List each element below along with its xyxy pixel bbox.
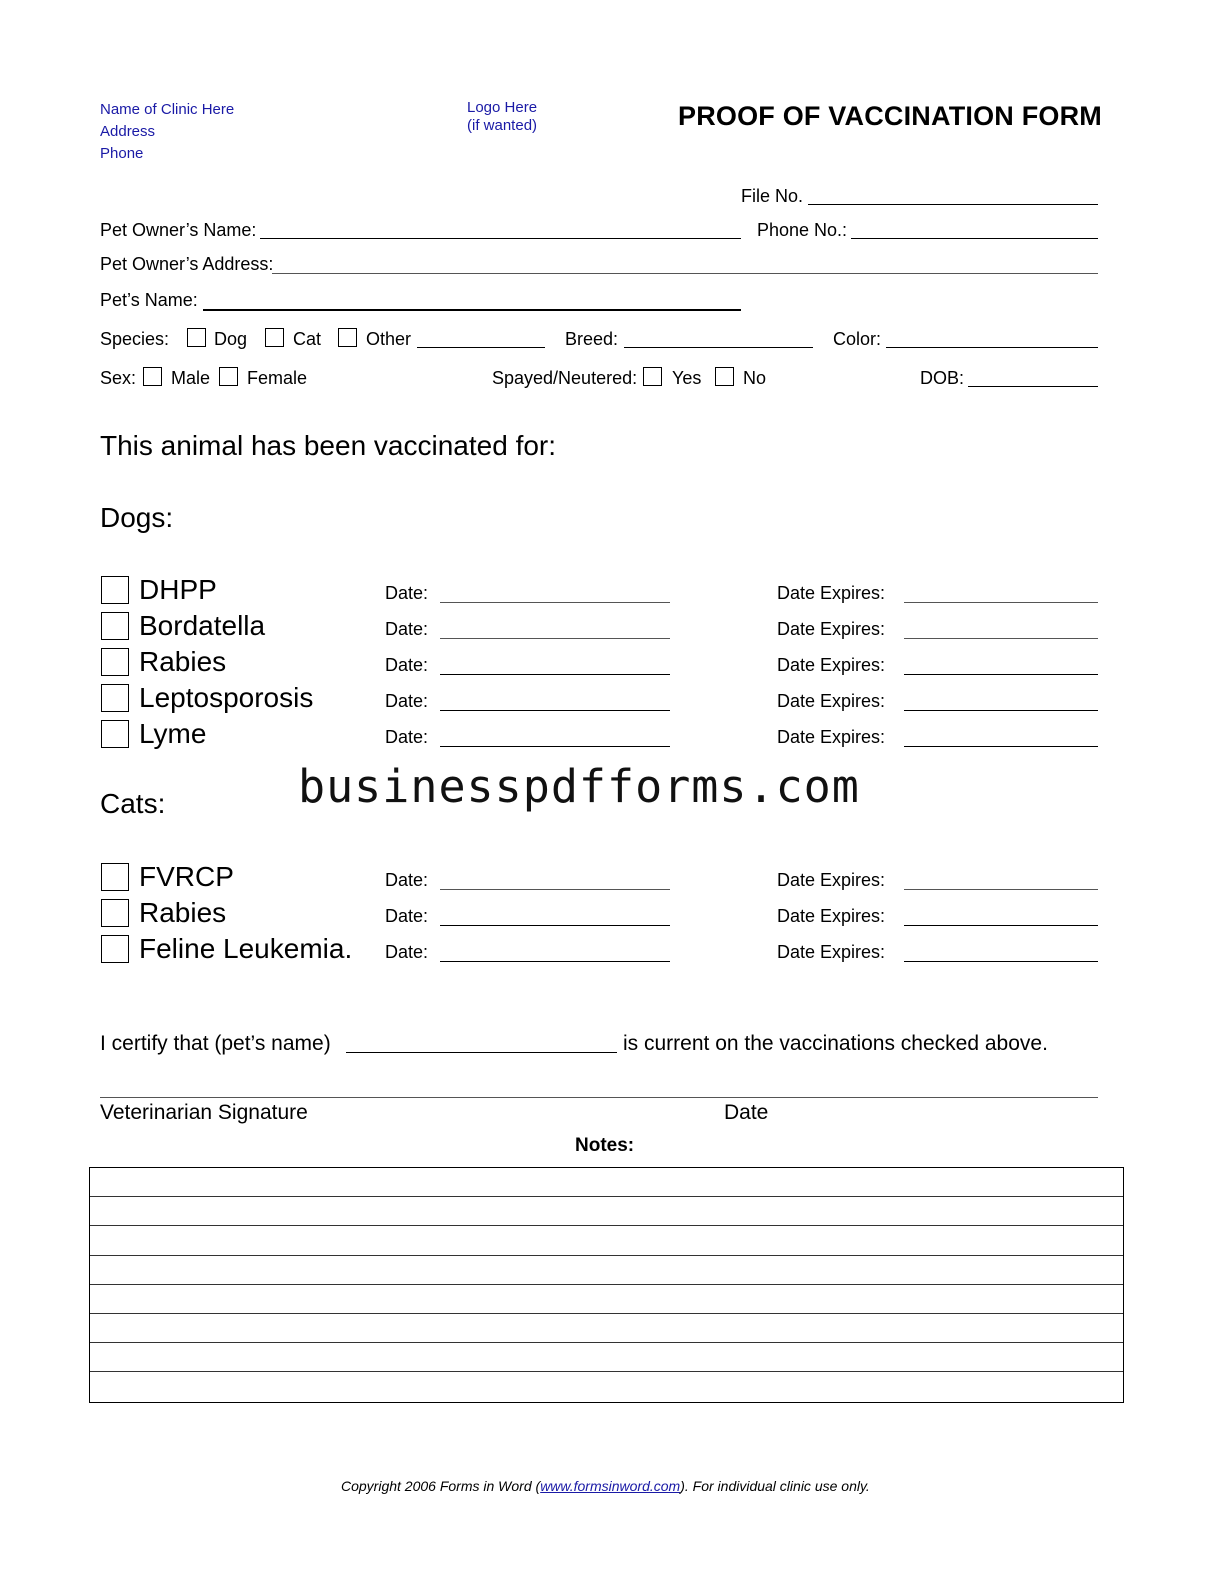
date-field[interactable] xyxy=(440,746,670,747)
vaccine-name: Lyme xyxy=(139,718,207,749)
vaccine-name: FVRCP xyxy=(139,861,234,892)
clinic-info xyxy=(100,99,234,165)
vaccine-name: Rabies xyxy=(139,646,227,677)
vaccine-name: Bordatella xyxy=(139,610,266,641)
date-expires-field[interactable] xyxy=(904,674,1098,675)
date-expires-label: Date Expires: xyxy=(777,942,886,962)
date-label: Date: xyxy=(385,870,429,890)
date-expires-label: Date Expires: xyxy=(777,619,886,639)
pet-name-field[interactable] xyxy=(203,309,741,311)
date-label: Date: xyxy=(385,655,429,675)
notes-line[interactable] xyxy=(90,1372,1123,1401)
notes-line[interactable] xyxy=(90,1168,1123,1197)
footer-link[interactable]: www.formsinword.com xyxy=(540,1478,681,1494)
date-field[interactable] xyxy=(440,638,670,639)
species-other-label: Other xyxy=(366,329,412,349)
date-field[interactable] xyxy=(440,674,670,675)
notes-line[interactable] xyxy=(90,1343,1123,1372)
logo-placeholder xyxy=(467,99,537,135)
date-label: Date: xyxy=(385,727,429,747)
date-expires-label: Date Expires: xyxy=(777,906,886,926)
footer-suffix: ). For individual clinic use only. xyxy=(680,1478,870,1494)
owner-name-label: Pet Owner’s Name: xyxy=(100,220,257,240)
dob-field[interactable] xyxy=(968,386,1098,387)
sex-female-checkbox[interactable] xyxy=(219,367,238,386)
date-label: Date: xyxy=(385,906,429,926)
certify-suffix: is current on the vaccinations checked above. xyxy=(623,1032,1048,1055)
date-expires-label: Date Expires: xyxy=(777,870,886,890)
species-other-checkbox[interactable] xyxy=(338,328,357,347)
date-field[interactable] xyxy=(440,925,670,926)
sex-label: Sex: xyxy=(100,368,137,388)
notes-line[interactable] xyxy=(90,1226,1123,1255)
date-field[interactable] xyxy=(440,710,670,711)
date-expires-field[interactable] xyxy=(904,961,1098,962)
date-label: Date: xyxy=(385,691,429,711)
date-expires-field[interactable] xyxy=(904,638,1098,639)
lyme-checkbox[interactable] xyxy=(101,720,129,748)
certify-pet-name-field[interactable] xyxy=(346,1052,617,1053)
watermark: businesspdfforms.com xyxy=(298,760,860,813)
file-no-label: File No. xyxy=(741,186,804,206)
owner-name-field[interactable] xyxy=(260,238,741,239)
footer xyxy=(341,1478,870,1494)
spayed-no-checkbox[interactable] xyxy=(715,367,734,386)
owner-address-field[interactable] xyxy=(272,273,1098,274)
file-no-field[interactable] xyxy=(808,204,1098,205)
dogs-heading: Dogs: xyxy=(100,502,174,533)
date-expires-label: Date Expires: xyxy=(777,691,886,711)
species-cat-checkbox[interactable] xyxy=(265,328,284,347)
species-dog-label: Dog xyxy=(214,329,248,349)
date-expires-label: Date Expires: xyxy=(777,583,886,603)
clinic-address: Address xyxy=(100,123,156,140)
spayed-no-label: No xyxy=(743,368,767,388)
date-expires-field[interactable] xyxy=(904,746,1098,747)
leptosporosis-checkbox[interactable] xyxy=(101,684,129,712)
date-field[interactable] xyxy=(440,889,670,890)
species-cat-label: Cat xyxy=(293,329,322,349)
phone-no-label: Phone No.: xyxy=(757,220,848,240)
spayed-label: Spayed/Neutered: xyxy=(492,368,638,388)
vaccine-name: Feline Leukemia. xyxy=(139,933,353,964)
rabies-cat-checkbox[interactable] xyxy=(101,899,129,927)
signature-date-label: Date xyxy=(724,1101,769,1124)
logo-line-2: (if wanted) xyxy=(467,117,538,134)
notes-line[interactable] xyxy=(90,1314,1123,1343)
date-label: Date: xyxy=(385,942,429,962)
dhpp-checkbox[interactable] xyxy=(101,576,129,604)
color-label: Color: xyxy=(833,329,882,349)
date-expires-field[interactable] xyxy=(904,710,1098,711)
form-title: PROOF OF VACCINATION FORM xyxy=(678,101,1102,131)
fvrcp-checkbox[interactable] xyxy=(101,863,129,891)
pet-name-label: Pet’s Name: xyxy=(100,290,198,310)
vaccine-name: Rabies xyxy=(139,897,227,928)
logo-line-1: Logo Here xyxy=(467,99,538,116)
spayed-yes-label: Yes xyxy=(672,368,702,388)
notes-line[interactable] xyxy=(90,1197,1123,1226)
clinic-name: Name of Clinic Here xyxy=(100,101,235,118)
spayed-yes-checkbox[interactable] xyxy=(643,367,662,386)
clinic-phone: Phone xyxy=(100,145,144,162)
owner-address-label: Pet Owner’s Address: xyxy=(100,254,274,274)
vaccine-name: Leptosporosis xyxy=(139,682,314,713)
notes-line[interactable] xyxy=(90,1285,1123,1314)
footer-prefix: Copyright 2006 Forms in Word ( xyxy=(341,1478,541,1494)
date-expires-field[interactable] xyxy=(904,889,1098,890)
species-other-field[interactable] xyxy=(417,347,545,348)
color-field[interactable] xyxy=(886,347,1098,348)
date-expires-label: Date Expires: xyxy=(777,655,886,675)
sex-female-label: Female xyxy=(247,368,308,388)
certify-prefix: I certify that (pet’s name) xyxy=(100,1032,331,1055)
vaccinated-heading: This animal has been vaccinated for: xyxy=(100,430,557,461)
breed-label: Breed: xyxy=(565,329,619,349)
breed-field[interactable] xyxy=(624,347,813,348)
date-field[interactable] xyxy=(440,602,670,603)
notes-box[interactable] xyxy=(89,1167,1124,1403)
notes-line[interactable] xyxy=(90,1256,1123,1285)
notes-label: Notes: xyxy=(575,1135,635,1156)
date-label: Date: xyxy=(385,583,429,603)
sex-male-checkbox[interactable] xyxy=(143,367,162,386)
date-expires-label: Date Expires: xyxy=(777,727,886,747)
date-field[interactable] xyxy=(440,961,670,962)
cats-heading: Cats: xyxy=(100,788,166,819)
species-label: Species: xyxy=(100,329,170,349)
dob-label: DOB: xyxy=(920,368,965,388)
sex-male-label: Male xyxy=(171,368,211,388)
phone-no-field[interactable] xyxy=(851,238,1098,239)
feline-leukemia-checkbox[interactable] xyxy=(101,935,129,963)
date-expires-field[interactable] xyxy=(904,602,1098,603)
bordatella-checkbox[interactable] xyxy=(101,612,129,640)
rabies-dog-checkbox[interactable] xyxy=(101,648,129,676)
date-label: Date: xyxy=(385,619,429,639)
signature-line[interactable] xyxy=(100,1097,1098,1098)
vet-signature-label: Veterinarian Signature xyxy=(100,1101,308,1124)
species-dog-checkbox[interactable] xyxy=(187,328,206,347)
date-expires-field[interactable] xyxy=(904,925,1098,926)
vaccine-name: DHPP xyxy=(139,574,217,605)
